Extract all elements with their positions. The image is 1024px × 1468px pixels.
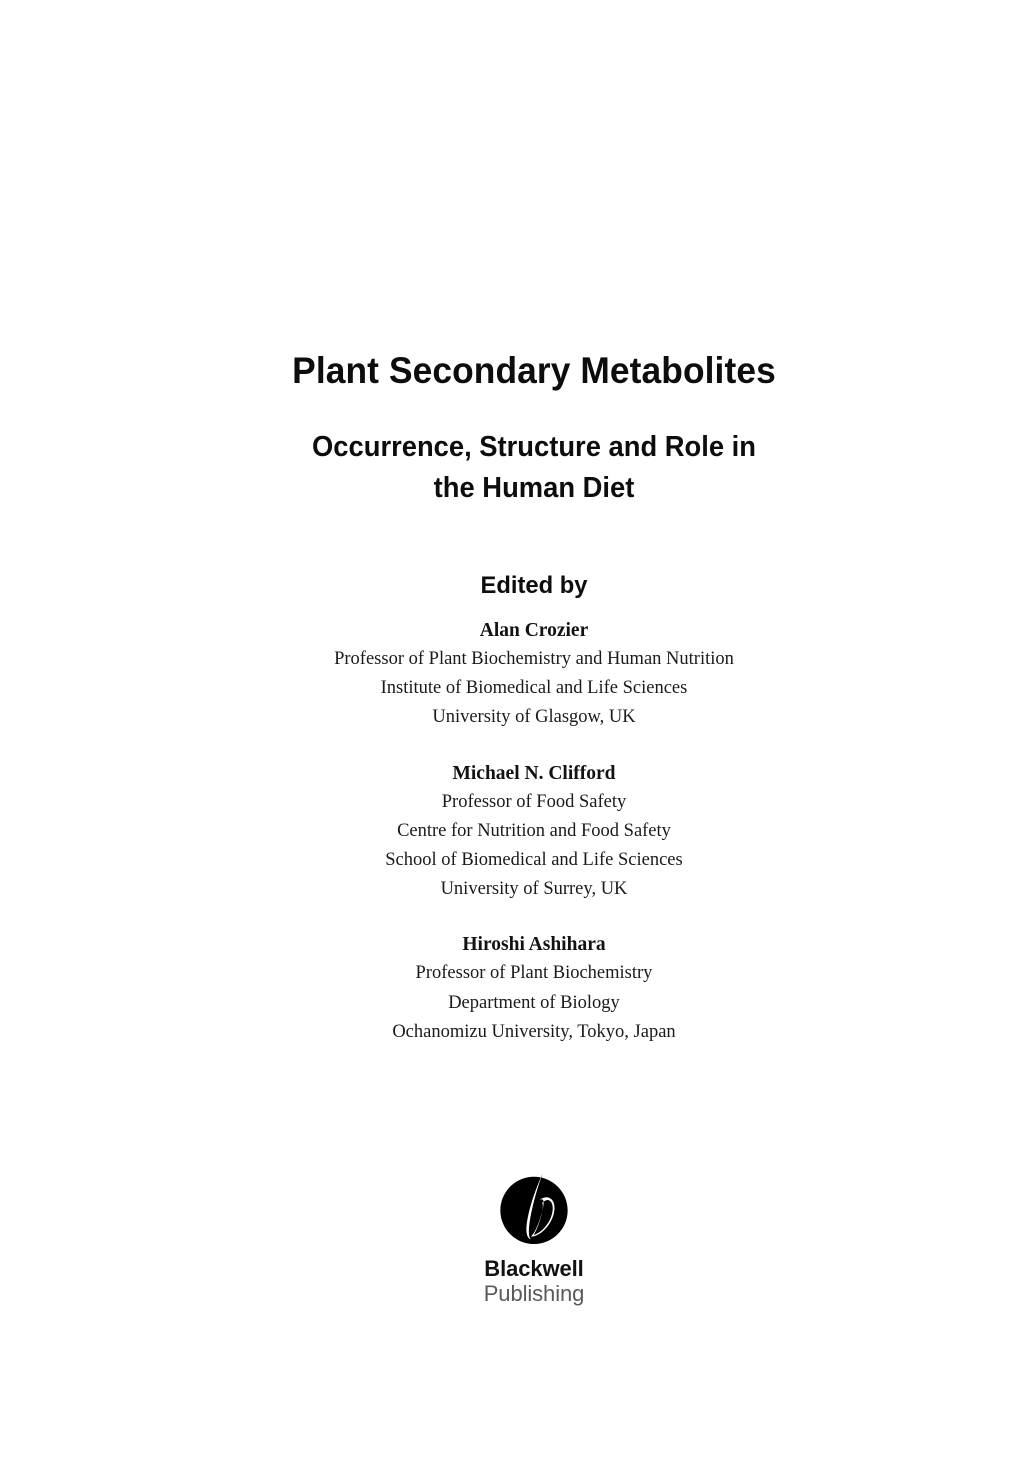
editor-entry xyxy=(0,616,1024,733)
editor-entry xyxy=(0,930,1024,1047)
affiliation-line: University of Glasgow, UK xyxy=(432,707,636,728)
affiliation-line: Ochanomizu University, Tokyo, Japan xyxy=(392,1021,676,1042)
publisher-logo xyxy=(0,1174,1024,1307)
affiliation-line: University of Surrey, UK xyxy=(440,879,628,900)
affiliation-line: Centre for Nutrition and Food Safety xyxy=(397,820,671,841)
edited-by-label: Edited by xyxy=(480,572,588,599)
editor-affiliation xyxy=(0,645,1024,733)
affiliation-line: School of Biomedical and Life Sciences xyxy=(385,850,683,871)
editor-name: Alan Crozier xyxy=(479,620,589,641)
affiliation-line: Department of Biology xyxy=(448,992,620,1013)
editor-name: Hiroshi Ashihara xyxy=(462,934,606,956)
editor-name: Michael N. Clifford xyxy=(452,762,616,784)
affiliation-line: Professor of Plant Biochemistry xyxy=(415,963,653,984)
book-subtitle-line-1: Occurrence, Structure and Role in xyxy=(312,430,756,463)
editor-list xyxy=(0,616,1024,1047)
book-subtitle-line-2: the Human Diet xyxy=(433,471,635,504)
book-subtitle xyxy=(21,391,1024,509)
title-block xyxy=(0,352,1024,509)
affiliation-line: Professor of Food Safety xyxy=(441,791,627,812)
blackwell-b-disc-icon xyxy=(500,1174,568,1244)
publisher-name: Blackwell xyxy=(484,1256,584,1281)
publisher-descriptor: Publishing xyxy=(483,1281,585,1306)
book-title: Plant Secondary Metabolites xyxy=(292,350,776,391)
editor-affiliation xyxy=(0,959,1024,1047)
affiliation-line: Professor of Plant Biochemistry and Human Nutrition xyxy=(334,649,734,669)
editor-affiliation xyxy=(0,788,1024,905)
affiliation-line: Institute of Biomedical and Life Sciences xyxy=(380,678,688,699)
editor-entry xyxy=(0,759,1024,905)
